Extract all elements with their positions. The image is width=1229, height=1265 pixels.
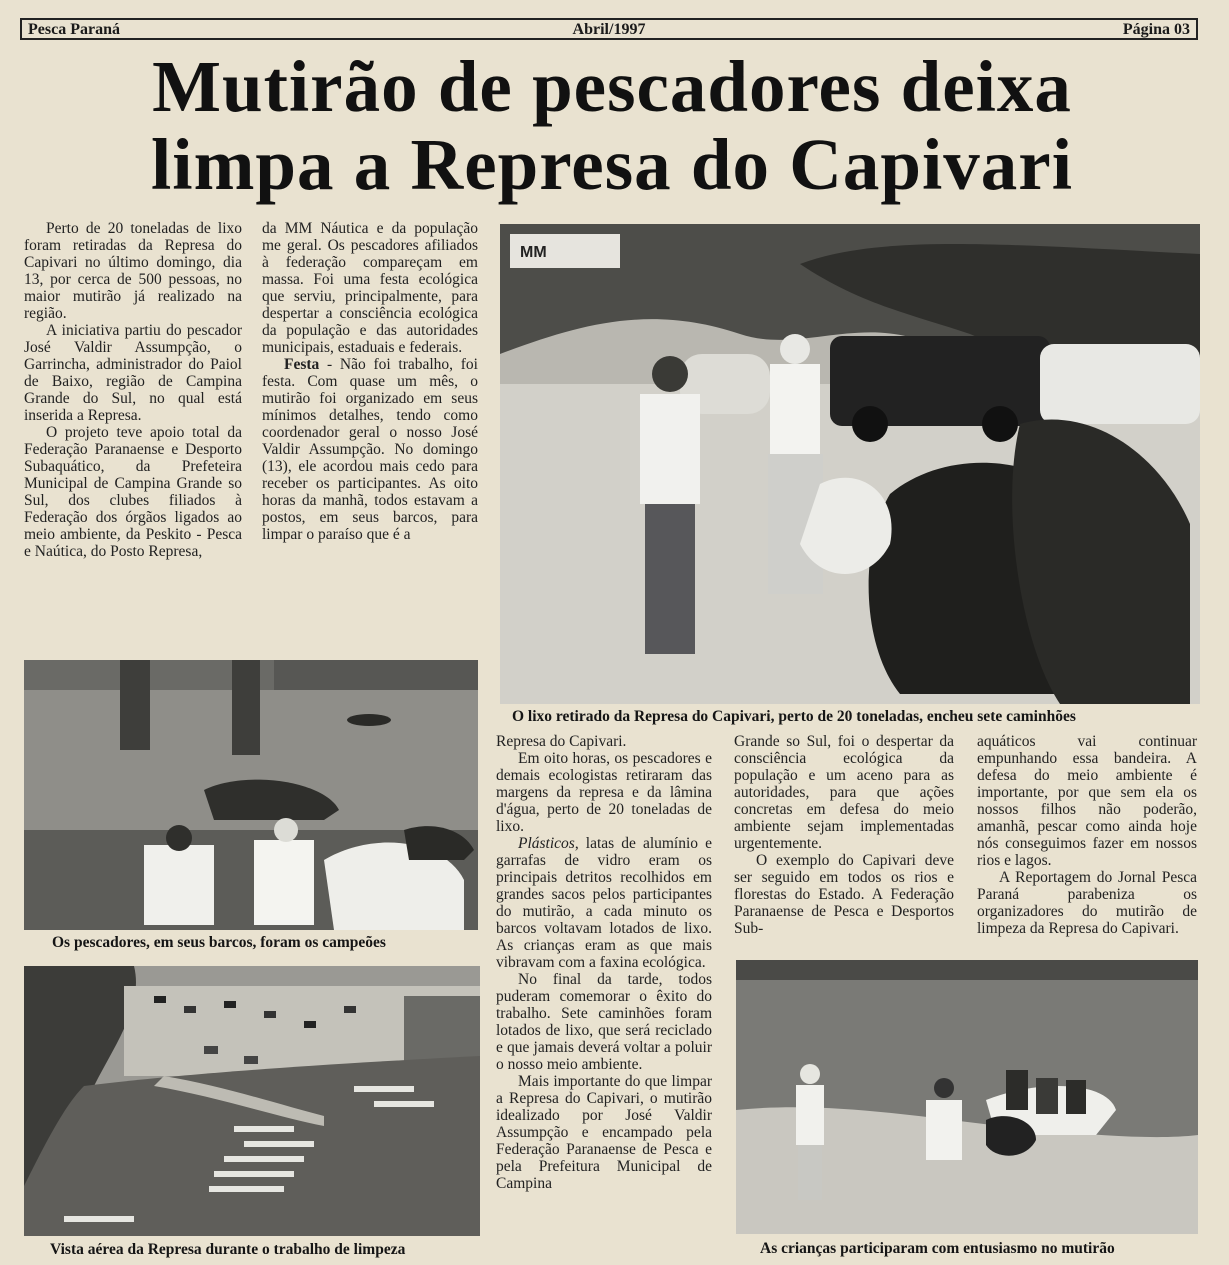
paragraph: A iniciativa partiu do pescador José Valdir Assumpção, o Garrincha, administrador do Paiol de Baixo, região de Campina Grande do Sul, no qual está inserida a Represa.	[24, 322, 242, 424]
paragraph: Represa do Capivari.	[496, 733, 627, 750]
paragraph: Em oito horas, os pescadores e demais ecologistas retiraram das margens da represa e da lâmina d'água, perto de 20 toneladas de lixo.	[496, 750, 712, 835]
article-column-3	[496, 733, 712, 1192]
paragraph: O projeto teve apoio total da Federação Paranaense e Desporto Subaquático, da Prefeteira Municipal de Campina Grande so Sul, dos clubes filiados à Federação dos órgãos ligados ao meio ambiente, da Peskito - Pesca e Naútica, do Posto Represa,	[24, 424, 242, 560]
headline	[22, 48, 1202, 204]
plasticos-label: Plásticos	[518, 835, 575, 852]
article-column-1	[24, 220, 242, 560]
issue-date: Abril/1997	[572, 21, 646, 38]
article-column-5	[977, 733, 1197, 937]
paragraph: Mais importante do que limpar a Represa do Capivari, o mutirão idealizado por José Valdir Assumpção e encampado pela Federação Paranaense de Pesca e pela Prefeitura Municipal de Campina	[496, 1073, 712, 1192]
kids-photo	[736, 960, 1198, 1234]
boats-photo-image	[24, 660, 478, 930]
paragraph: da MM Náutica e da população me geral. Os pescadores afiliados à federação compareçam em massa. Foi uma festa ecológica que serviu, principalmente, para despertar a consciência ecológica da população e das autoridades municipais, estaduais e federais.	[262, 220, 478, 356]
paragraph: No final da tarde, todos puderam comemorar o êxito do trabalho. Sete caminhões foram lotados de lixo, que será reciclado e que jamais deverá voltar a poluir o nosso meio ambiente.	[496, 971, 712, 1073]
main-photo	[500, 224, 1200, 704]
page-number: Página 03	[1122, 21, 1190, 38]
paragraph: Festa - Não foi trabalho, foi festa. Com quase um mês, o mutirão foi organizado em seus mínimos detalhes, tendo como coordenador geral o nosso José Valdir Assumpção. No domingo (13), ele acordou mais cedo para receber os participantes. As oito horas da manhã, todos estavam a postos, em seus barcos, para limpar o paraíso que é a	[262, 356, 478, 543]
paragraph: O exemplo do Capivari deve ser seguido em todos os rios e florestas do Estado. A Federação Paranaense de Pesca e Desportos Sub-	[734, 852, 954, 937]
main-photo-caption: O lixo retirado da Represa do Capivari, perto de 20 toneladas, encheu sete caminhões	[512, 708, 1076, 725]
aerial-photo-image	[24, 966, 480, 1236]
publication-name: Pesca Paraná	[28, 21, 120, 38]
main-photo-image	[500, 224, 1200, 704]
page-header	[20, 18, 1198, 40]
aerial-photo-caption: Vista aérea da Represa durante o trabalho de limpeza	[50, 1241, 406, 1258]
boats-photo-caption: Os pescadores, em seus barcos, foram os campeões	[52, 934, 386, 951]
subhead-festa: Festa	[284, 356, 320, 373]
boats-photo	[24, 660, 478, 930]
paragraph: aquáticos vai continuar empunhando essa bandeira. A defesa do meio ambiente é importante, por que sem ela os nossos filhos não poderão, amanhã, pescar como ainda hoje nós conseguimos fazer em nossos rios e lagos.	[977, 733, 1197, 869]
headline-line-1: Mutirão de pescadores deixa	[152, 46, 1072, 127]
paragraph: Perto de 20 toneladas de lixo foram retiradas da Represa do Capivari no último domingo, dia 13, por cerca de 500 pessoas, no maior mutirão já realizado na região.	[24, 220, 242, 322]
paragraph: Grande so Sul, foi o despertar da consciência ecológica da população e um aceno para as autoridades, para que ações concretas em defesa do meio ambiente sejam implementadas urgentemente.	[734, 733, 954, 852]
kids-photo-image	[736, 960, 1198, 1234]
kids-photo-caption: As crianças participaram com entusiasmo no mutirão	[760, 1240, 1115, 1257]
article-column-2	[262, 220, 478, 543]
paragraph: A Reportagem do Jornal Pesca Paraná parabeniza os organizadores do mutirão de limpeza da Represa do Capivari.	[977, 869, 1197, 937]
banner-sign-text: MM	[520, 244, 547, 261]
aerial-photo	[24, 966, 480, 1236]
article-column-4	[734, 733, 954, 937]
headline-line-2: limpa a Represa do Capivari	[151, 124, 1073, 205]
paragraph: Plásticos, latas de alumínio e garrafas de vidro eram os principais detritos recolhidos em grandes sacos pelos participantes do mutirão, a cada minuto os barcos voltavam lotados de lixo. As crianças eram as que mais vibravam com a faxina ecológica.	[496, 835, 712, 971]
